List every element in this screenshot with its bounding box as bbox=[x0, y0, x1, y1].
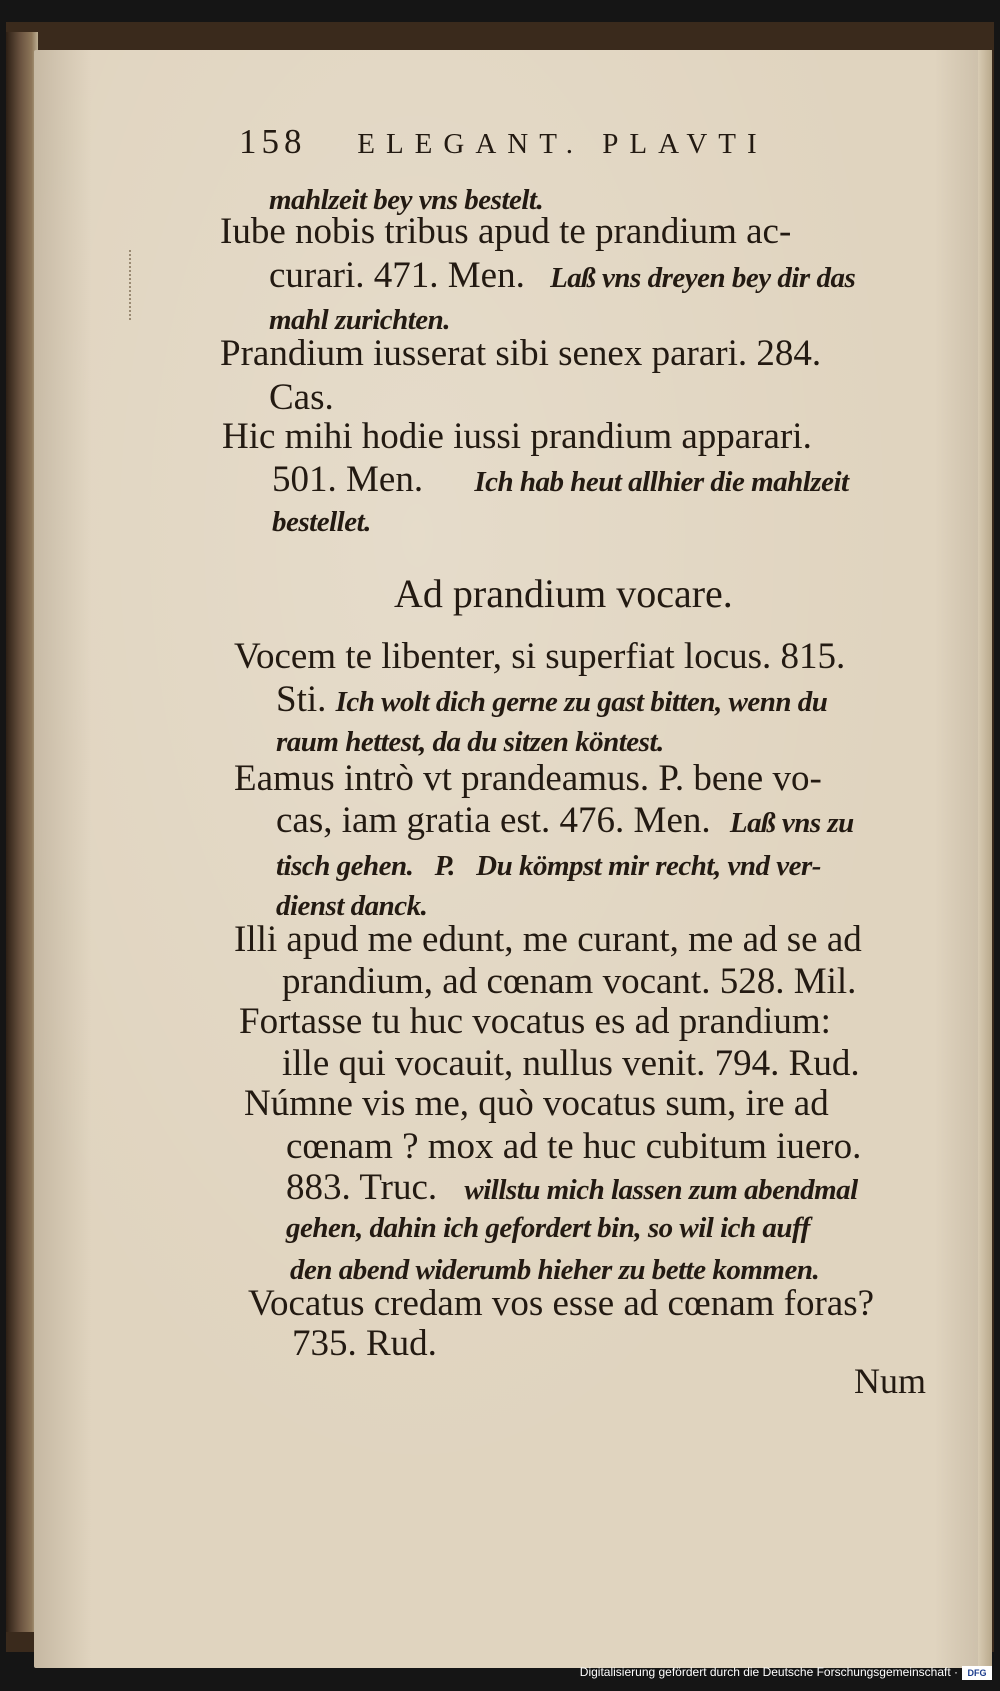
text-line: Cas. bbox=[269, 377, 334, 418]
text-span-italic: Ich hab heut allhier die mahlzeit bbox=[474, 466, 849, 498]
text-line: bestellet. bbox=[272, 506, 371, 538]
text-line: prandium, ad cœnam vocant. 528. Mil. bbox=[282, 961, 857, 1002]
text-span-italic: Laß vns dreyen bey dir das bbox=[550, 262, 856, 294]
text-line: Hic mihi hodie iussi prandium apparari. bbox=[222, 416, 812, 457]
text-line: ille qui vocauit, nullus venit. 794. Rud. bbox=[282, 1043, 860, 1084]
book-page bbox=[34, 50, 992, 1668]
text-span-italic: tisch gehen. bbox=[276, 850, 414, 882]
text-span-italic: Laß vns zu bbox=[729, 807, 854, 839]
text-line: 735. Rud. bbox=[292, 1323, 437, 1364]
text-line: dienst danck. bbox=[276, 890, 428, 922]
text-line bbox=[276, 799, 854, 845]
text-span: 501. Men. bbox=[272, 459, 424, 500]
text-line: den abend widerumb hieher zu bette kommen. bbox=[290, 1254, 820, 1286]
page-number: 158 bbox=[239, 122, 307, 161]
running-title: ELEGANT. PLAVTI bbox=[357, 128, 768, 160]
text-line bbox=[276, 842, 821, 888]
book bbox=[6, 22, 994, 1652]
text-span-italic: willstu mich lassen zum abendmal bbox=[464, 1174, 858, 1206]
text-line bbox=[269, 254, 855, 300]
text-line: gehen, dahin ich gefordert bin, so wil ich auff bbox=[286, 1212, 810, 1244]
text-line: mahl zurichten. bbox=[269, 304, 451, 336]
text-span: Sti. bbox=[276, 679, 327, 720]
text-line: raum hettest, da du sitzen köntest. bbox=[276, 726, 664, 758]
text-span-italic: Du kömpst mir recht, vnd ver- bbox=[476, 850, 821, 882]
text-line: mahlzeit bey vns bestelt. bbox=[269, 184, 544, 216]
text-line: Númne vis me, quò vocatus sum, ire ad bbox=[244, 1083, 829, 1124]
text-span: cas, iam gratia est. 476. Men. bbox=[276, 800, 711, 841]
text-line: cœnam ? mox ad te huc cubitum iuero. bbox=[286, 1126, 862, 1167]
text-line bbox=[276, 678, 827, 724]
text-span: 883. Truc. bbox=[286, 1167, 438, 1208]
margin-mark bbox=[129, 250, 151, 320]
text-line: Illi apud me edunt, me curant, me ad se ad bbox=[234, 919, 862, 960]
text-span: curari. 471. Men. bbox=[269, 255, 525, 296]
text-span-italic: P. bbox=[434, 850, 455, 882]
text-line: Prandium iusserat sibi senex parari. 284. bbox=[220, 333, 822, 374]
dfg-logo: DFG bbox=[962, 1666, 992, 1680]
text-line: Vocatus credam vos esse ad cœnam foras? bbox=[248, 1283, 875, 1324]
text-span-italic: Ich wolt dich gerne zu gast bitten, wenn du bbox=[335, 686, 828, 718]
section-heading: Ad prandium vocare. bbox=[394, 571, 733, 616]
running-header bbox=[239, 122, 768, 162]
text-line: Eamus intrò vt prandeamus. P. bene vo- bbox=[234, 758, 822, 799]
text-line: Vocem te libenter, si superfiat locus. 815. bbox=[234, 636, 846, 677]
text-line: Fortasse tu huc vocatus es ad prandium: bbox=[239, 1001, 831, 1042]
catchword: Num bbox=[854, 1361, 926, 1401]
digitization-credit: Digitalisierung gefördert durch die Deutsche Forschungsgemeinschaft · bbox=[579, 1665, 958, 1679]
text-line bbox=[272, 458, 849, 504]
page-edge-right bbox=[978, 50, 992, 1668]
text-line: Iube nobis tribus apud te prandium ac- bbox=[220, 211, 792, 252]
